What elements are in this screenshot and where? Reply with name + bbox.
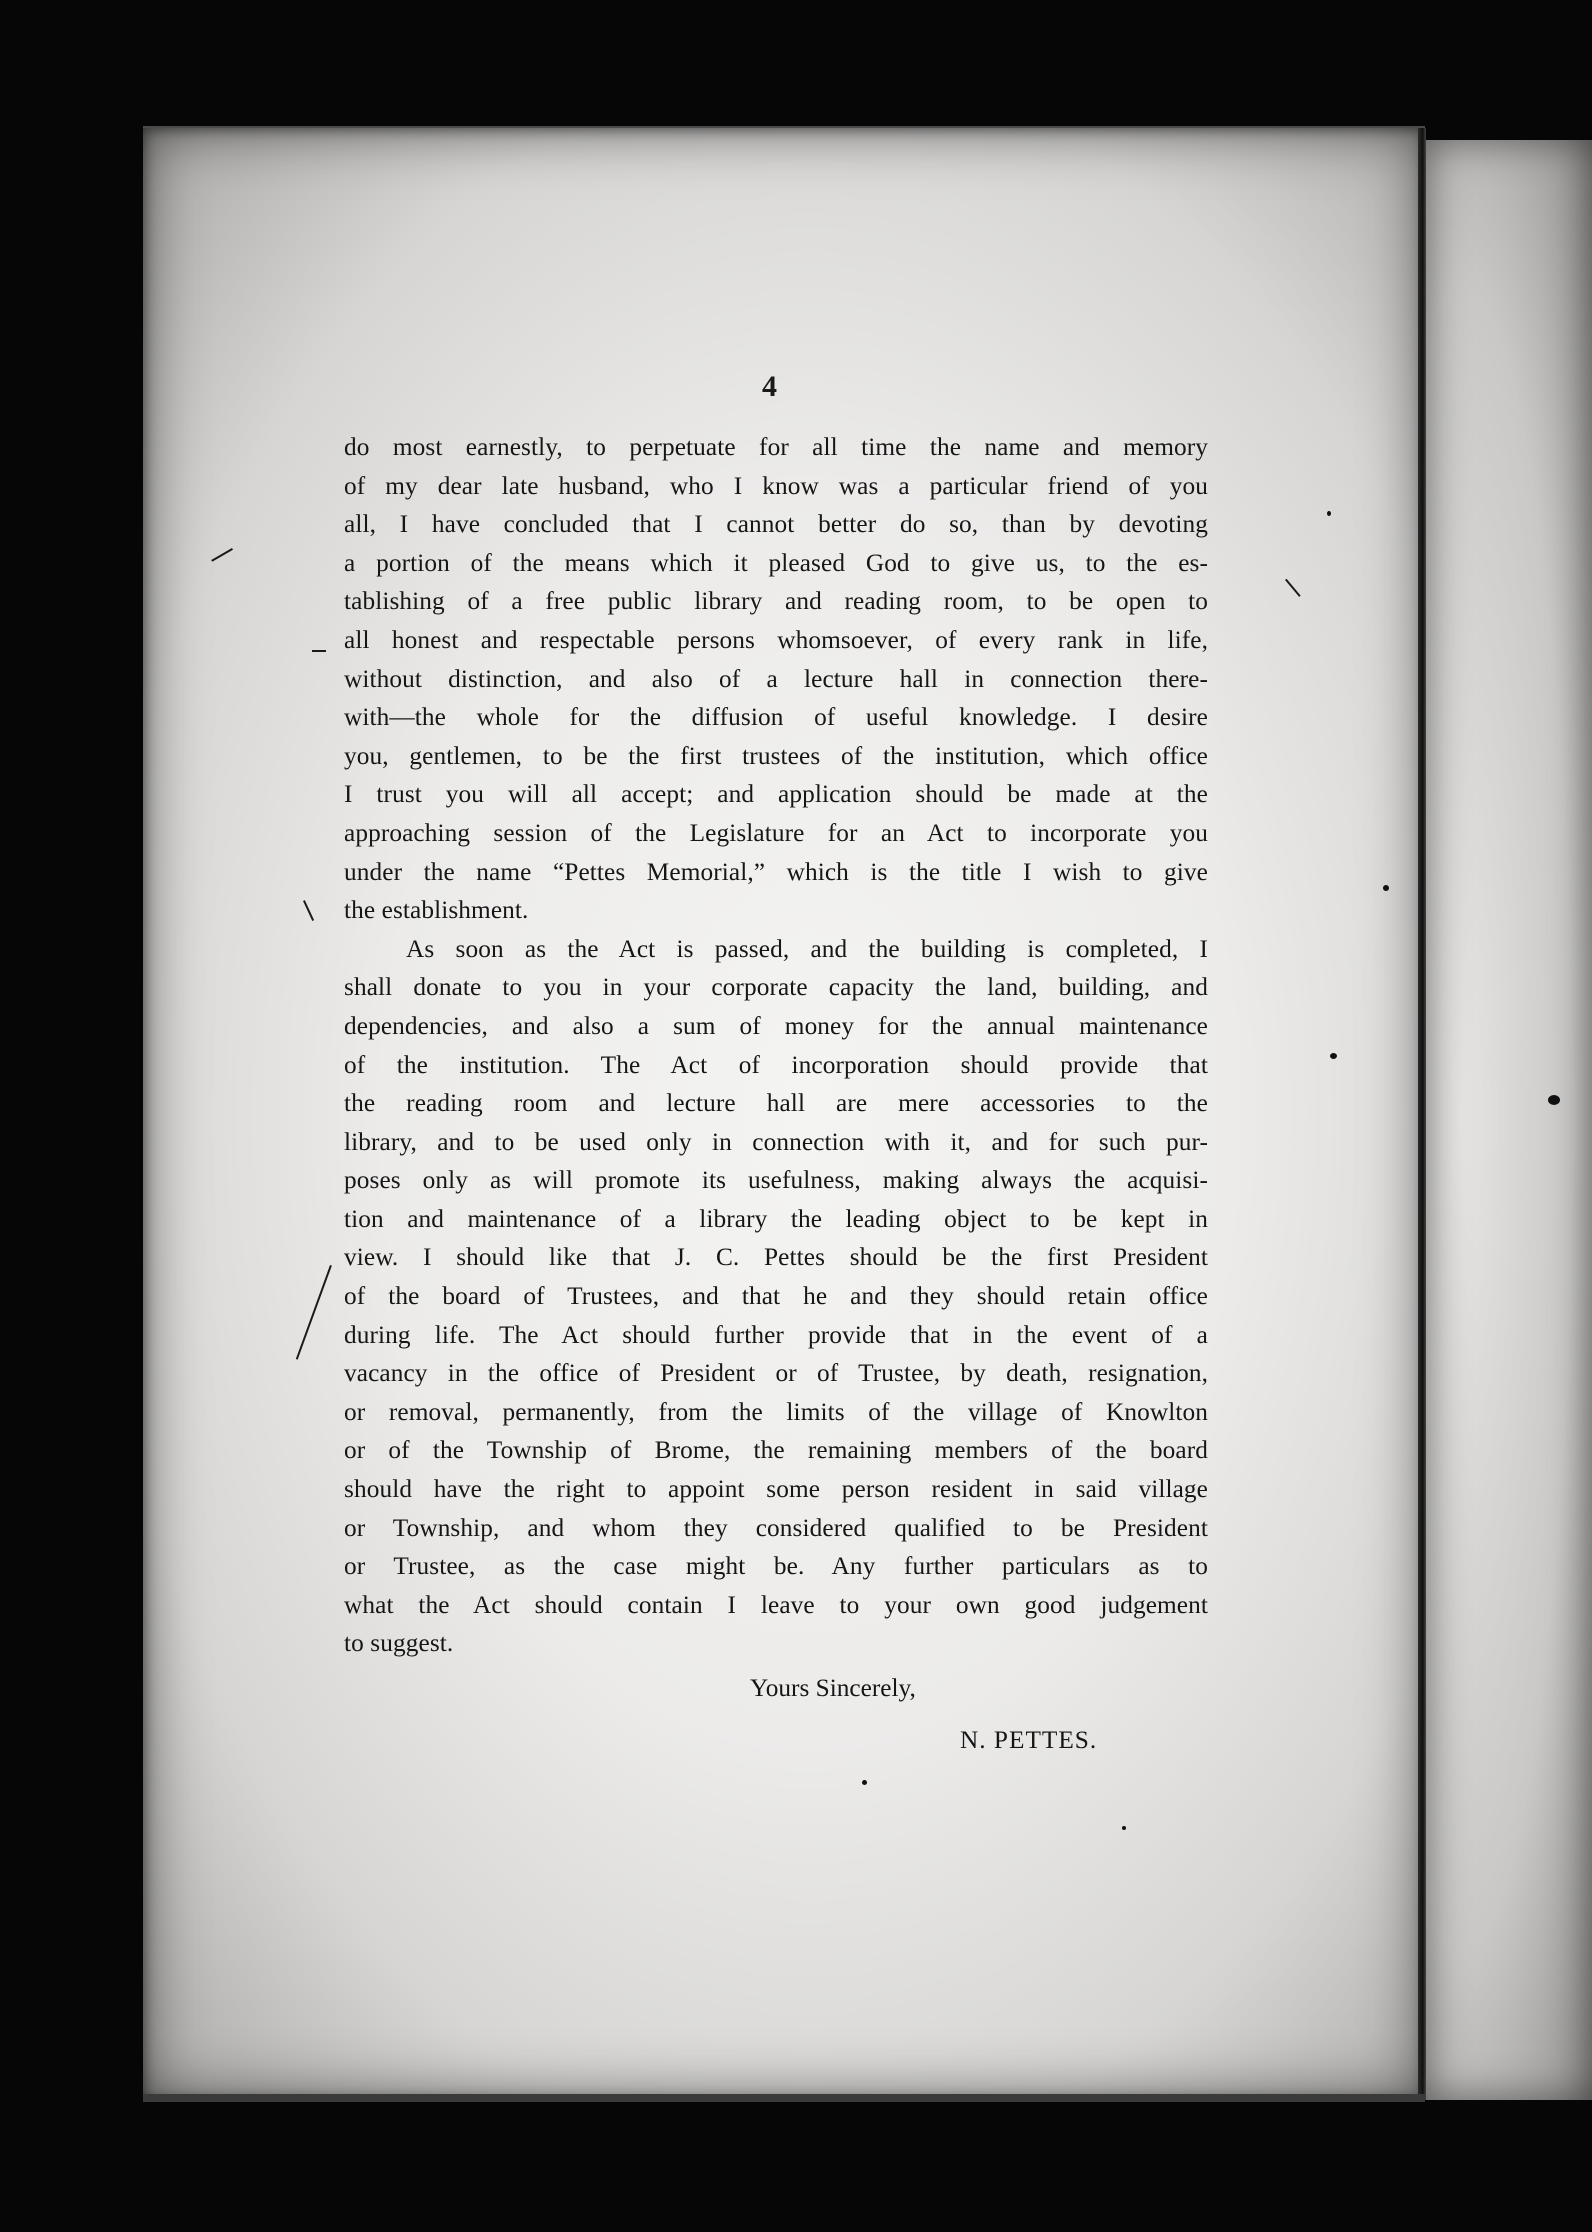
paragraph-1 (344, 428, 1208, 930)
paragraph-2 (344, 930, 1208, 1663)
scan-speck (862, 1780, 867, 1785)
text-line: the establishment. (344, 896, 529, 925)
text-line: approaching session of the Legislature for an Act to incorporate you (344, 818, 1208, 847)
text-line: dependencies, and also a sum of money for the annual maintenance (344, 1011, 1208, 1040)
text-line: with—the whole for the diffusion of useful knowledge. I desire (344, 703, 1208, 732)
text-line: of the board of Trustees, and that he and they should retain office (344, 1282, 1208, 1311)
letter-body (344, 428, 1208, 1663)
text-line: vacancy in the office of President or of Trustee, by death, resignation, (344, 1359, 1208, 1388)
text-line: or Township, and whom they considered qualified to be President (344, 1513, 1208, 1542)
text-line: As soon as the Act is passed, and the building is completed, I (406, 934, 1208, 963)
text-line: all honest and respectable persons whomsoever, of every rank in life, (344, 625, 1208, 654)
margin-pencil-mark (312, 650, 326, 652)
text-line: a portion of the means which it pleased God to give us, to the es- (344, 548, 1208, 577)
facing-page-edge (1426, 140, 1592, 2100)
letter-signature: N. PETTES. (960, 1726, 1098, 1754)
text-line: of the institution. The Act of incorporation should provide that (344, 1050, 1208, 1079)
text-line: or Trustee, as the case might be. Any further particulars as to (344, 1552, 1208, 1581)
text-line: library, and to be used only in connection with it, and for such pur- (344, 1127, 1208, 1156)
page-number: 4 (762, 370, 777, 403)
letter-closing: Yours Sincerely, (750, 1674, 916, 1702)
page-bottom-edge (143, 2094, 1425, 2102)
text-line: view. I should like that J. C. Pettes should be the first President (344, 1243, 1208, 1272)
text-line: do most earnestly, to perpetuate for all time the name and memory (344, 433, 1208, 461)
text-line: shall donate to you in your corporate capacity the land, building, and (344, 973, 1208, 1002)
scan-speck (1548, 1095, 1560, 1105)
scan-speck (1327, 511, 1331, 516)
text-line: the reading room and lecture hall are mere accessories to the (344, 1089, 1208, 1118)
text-line: what the Act should contain I leave to your own good judgement (344, 1590, 1208, 1619)
text-line: during life. The Act should further provide that in the event of a (344, 1320, 1208, 1349)
text-line: poses only as will promote its usefulness, making always the acquisi- (344, 1166, 1208, 1195)
book-gutter (1418, 128, 1426, 2100)
text-line: you, gentlemen, to be the first trustees of the institution, which office (344, 741, 1208, 770)
text-line: under the name “Pettes Memorial,” which is the title I wish to give (344, 857, 1208, 886)
text-line: to suggest. (344, 1629, 454, 1658)
text-line: or of the Township of Brome, the remaining members of the board (344, 1436, 1208, 1465)
text-line: all, I have concluded that I cannot better do so, than by devoting (344, 510, 1208, 539)
text-line: without distinction, and also of a lecture hall in connection there- (344, 664, 1208, 693)
text-line: should have the right to appoint some person resident in said village (344, 1475, 1208, 1504)
text-line: or removal, permanently, from the limits of the village of Knowlton (344, 1397, 1208, 1426)
text-line: tion and maintenance of a library the leading object to be kept in (344, 1204, 1208, 1233)
text-line: I trust you will all accept; and application should be made at the (344, 780, 1208, 809)
text-line: of my dear late husband, who I know was a particular friend of you (344, 471, 1208, 500)
scan-speck (1122, 1826, 1126, 1830)
text-line: tablishing of a free public library and reading room, to be open to (344, 587, 1208, 616)
scan-speck (1330, 1053, 1337, 1059)
scan-speck (1383, 885, 1389, 891)
